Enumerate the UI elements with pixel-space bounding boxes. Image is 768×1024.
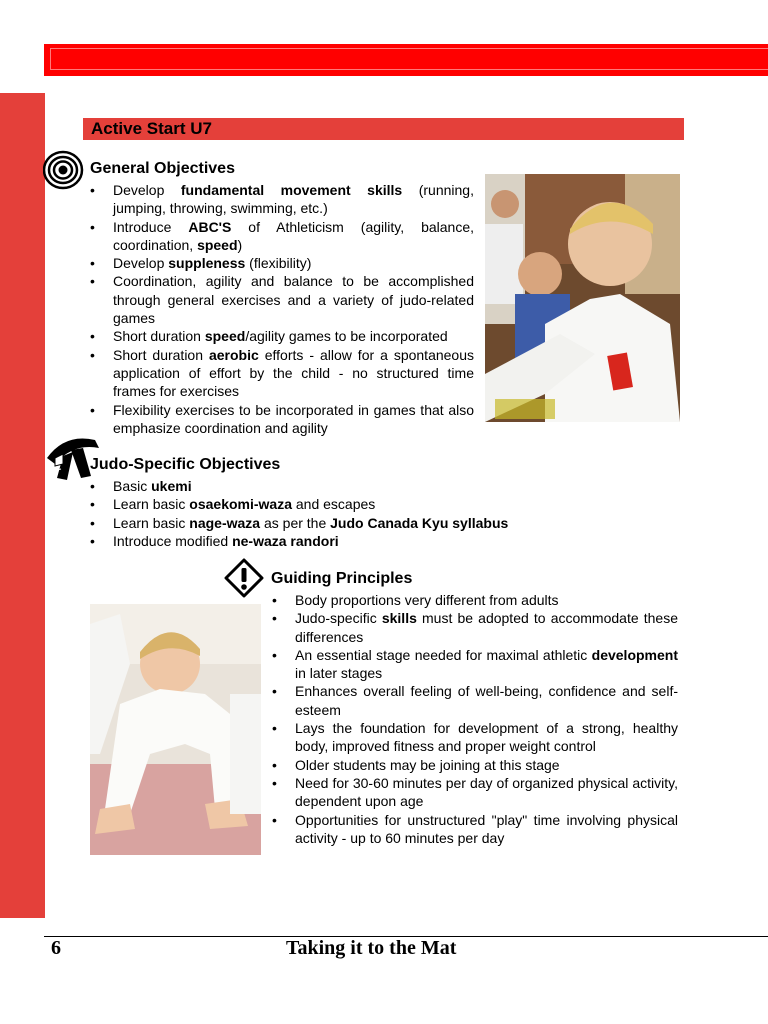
bullet-item (84, 272, 474, 327)
bold-text: Judo Canada Kyu syllabus (330, 514, 509, 531)
text: Older students may be joining at this stage (295, 756, 560, 773)
bullet-item (84, 477, 604, 495)
bold-text: speed (204, 328, 246, 345)
text: as per the (260, 514, 331, 531)
text: of Athleticism (agility, balance, coordination, (113, 218, 474, 253)
bold-text: aerobic (208, 346, 259, 363)
bullet-item (84, 218, 474, 255)
bullet-item (84, 495, 604, 513)
text: Judo-specific (295, 610, 382, 627)
general-objectives-list (84, 181, 474, 437)
bold-text: ukemi (151, 478, 192, 494)
bold-text: skills (381, 610, 417, 627)
target-icon (43, 150, 85, 190)
bullet-item (266, 811, 678, 848)
text: must be adopted to accommodate these differences (295, 610, 679, 645)
text: ) (237, 236, 243, 253)
text: Coordination, agility and balance to be accomplished through general exercises and a variety of judo-related games (113, 273, 474, 327)
text: Learn basic (113, 496, 190, 513)
photo-child-on-mat (90, 604, 261, 855)
bold-text: suppleness (168, 255, 246, 272)
text: efforts - allow for a spontaneous application of effort by the child - no structured time frames for exercises (113, 346, 475, 400)
bold-text: ABC'S (188, 218, 232, 235)
bullet-item (84, 327, 474, 345)
page-number: 6 (51, 937, 61, 959)
bold-text: development (591, 646, 678, 663)
text: Develop (113, 182, 181, 198)
text: Opportunities for unstructured "play" time involving physical activity - up to 60 minutes per day (295, 811, 678, 846)
bullet-item (84, 532, 604, 550)
text: (running, jumping, throwing, swimming, etc.) (113, 182, 474, 217)
bullet-item (266, 682, 678, 719)
text: /agility games to be incorporated (245, 328, 448, 345)
bold-text: osaekomi-waza (189, 496, 292, 513)
bullet-item (84, 401, 474, 438)
bullet-item (84, 346, 474, 401)
bullet-item (84, 181, 474, 218)
text: An essential stage needed for maximal athletic (295, 646, 592, 663)
judo-objectives-list (84, 477, 604, 550)
bold-text: speed (197, 236, 238, 253)
text: Lays the foundation for development of a strong, healthy body, improved fitness and proper weight control (295, 720, 678, 755)
section-title: Active Start U7 (91, 119, 212, 138)
text: Introduce (113, 218, 189, 235)
bullet-item (266, 756, 678, 774)
guiding-principles-heading: Guiding Principles (271, 570, 413, 587)
text: Short duration (113, 346, 209, 363)
general-objectives-heading: General Objectives (90, 160, 235, 177)
bullet-item (266, 591, 678, 609)
text: Develop (113, 255, 169, 272)
side-strip (0, 93, 45, 918)
text: Introduce modified (113, 532, 233, 549)
judo-objectives-heading: Judo-Specific Objectives (90, 456, 281, 473)
text: Basic (113, 478, 152, 494)
warning-diamond-icon (224, 558, 264, 598)
text: and escapes (292, 496, 376, 513)
text: Body proportions very different from adults (295, 592, 559, 608)
text: Learn basic (113, 514, 190, 531)
bullet-item (84, 254, 474, 272)
bullet-item (266, 609, 678, 646)
bold-text: ne-waza randori (232, 532, 339, 549)
bullet-item (266, 646, 678, 683)
text: in later stages (295, 665, 383, 682)
section-banner (83, 118, 684, 140)
text: Need for 30-60 minutes per day of organized physical activity, dependent upon age (295, 774, 678, 810)
bullet-item (266, 774, 678, 811)
footer-title: Taking it to the Mat (286, 937, 457, 959)
text: Enhances overall feeling of well-being, confidence and self-esteem (295, 683, 678, 718)
text: (flexibility) (245, 255, 312, 272)
text: Short duration (113, 328, 205, 345)
bold-text: nage-waza (189, 514, 261, 531)
text: Flexibility exercises to be incorporated in games that also emphasize coordination and agility (113, 401, 474, 436)
guiding-principles-list (266, 591, 678, 847)
bullet-item (84, 514, 604, 532)
header-bar (44, 44, 768, 76)
photo-boy-in-gi (485, 174, 680, 422)
bullet-item (266, 719, 678, 756)
bold-text: fundamental movement skills (180, 182, 403, 198)
